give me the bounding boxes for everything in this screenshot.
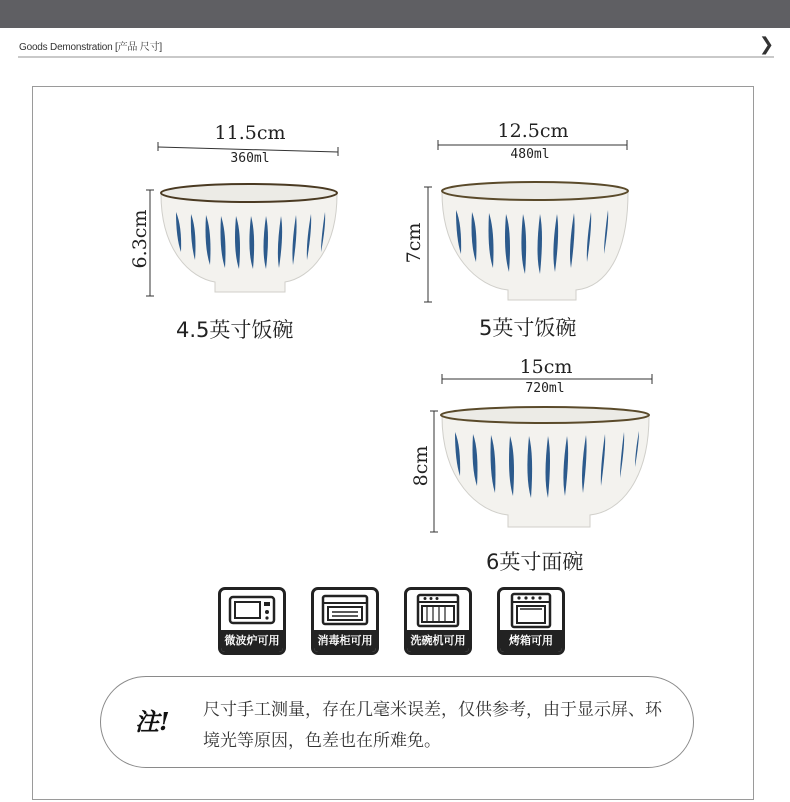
microwave-icon <box>221 590 283 630</box>
microwave-label: 微波炉可用 <box>221 630 283 652</box>
bowl-3-width: 15cm <box>519 356 573 378</box>
bowl-3-height: 8cm <box>410 445 432 487</box>
sterilizer-label: 消毒柜可用 <box>314 630 376 652</box>
bowl-2-height: 7cm <box>403 222 425 264</box>
bowl-2-volume: 480ml <box>510 147 550 162</box>
bowl-1-image <box>161 184 337 292</box>
bowl-1-volume: 360ml <box>230 151 270 166</box>
disclaimer-note <box>100 676 694 768</box>
dishwasher-label: 洗碗机可用 <box>407 630 469 652</box>
bowl-3-image <box>441 407 649 527</box>
bowl-1-name: 4.5英寸饭碗 <box>176 318 294 342</box>
bowl-1-width: 11.5cm <box>214 122 286 144</box>
section-header-title: Goods Demonstration [产品 尺寸] <box>19 42 162 53</box>
bowl-2-width: 12.5cm <box>497 120 569 142</box>
sterilizer-badge <box>311 587 379 655</box>
note-text: 尺寸手工测量，存在几毫米误差，仅供参考，由于显示屏、环境光等原因，色差也在所难免。 <box>203 700 662 751</box>
chevron-right-icon[interactable]: ❯ <box>759 34 775 55</box>
bowl-3-name: 6英寸面碗 <box>486 550 584 574</box>
bowl-2-name: 5英寸饭碗 <box>479 316 577 340</box>
bowl-1-height: 6.3cm <box>129 209 151 269</box>
dishwasher-badge <box>404 587 472 655</box>
oven-badge <box>497 587 565 655</box>
dishwasher-icon <box>407 590 469 630</box>
bowl-3-volume: 720ml <box>525 381 565 396</box>
oven-icon <box>500 590 562 630</box>
oven-label: 烤箱可用 <box>500 630 562 652</box>
note-title: 注! <box>135 707 170 736</box>
bowl-2-image <box>442 182 628 300</box>
microwave-badge <box>218 587 286 655</box>
sterilizer-icon <box>314 590 376 630</box>
